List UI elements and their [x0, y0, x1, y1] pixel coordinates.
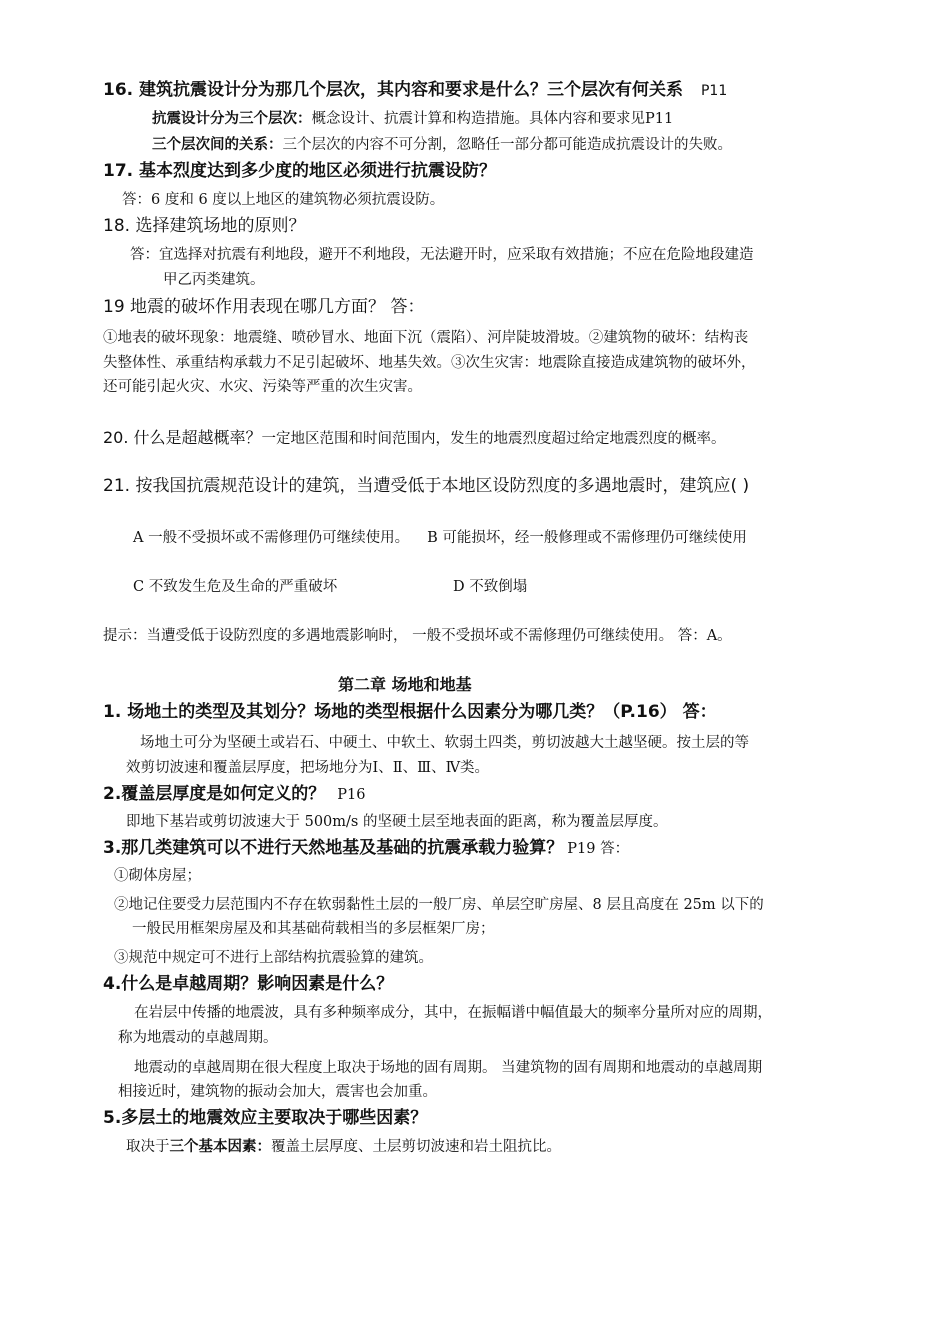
q21-option-b: B 可能损坏，经一般修理或不需修理仍可继续使用	[427, 530, 747, 546]
q18-answer-line-2: 甲乙丙类建筑。	[163, 272, 265, 288]
q16-answer-2-label: 三个层次间的关系：	[152, 137, 283, 153]
c2q1-answer-line-1: 场地土可分为坚硬土或岩石、中硬土、中软土、软弱土四类，剪切波越大土越坚硬。按土层的等	[140, 735, 749, 751]
c2q2-title: 2.覆盖层厚度是如何定义的？	[103, 784, 326, 804]
c2q4-para-1-line-1: 在岩层中传播的地震波，具有多种频率成分，其中，在振幅谱中幅值最大的频率分量所对应的周期，	[134, 1005, 772, 1021]
c2q2-title-line	[103, 786, 366, 803]
c2q5-answer	[126, 1140, 561, 1155]
c2q5-title: 5.多层土的地震效应主要取决于哪些因素？	[103, 1108, 428, 1128]
q16-answer-1-label: 抗震设计分为三个层次：	[152, 111, 312, 127]
q19-title: 19 地震的破坏作用表现在哪几方面？ 答：	[103, 297, 425, 317]
q16-answer-1	[152, 112, 673, 127]
q18-answer-line-1: 答：宜选择对抗震有利地段，避开不利地段，无法避开时，应采取有效措施；不应在危险地段建造	[130, 247, 754, 263]
c2q4-para-2-line-1: 地震动的卓越周期在很大程度上取决于场地的固有周期。 当建筑物的固有周期和地震动的卓越周期	[134, 1060, 763, 1076]
q21-options-ab	[133, 531, 747, 546]
q16-answer-2	[152, 138, 732, 153]
q16-page-ref: P11	[700, 83, 728, 99]
c2q4-title: 4.什么是卓越周期？影响因素是什么？	[103, 974, 394, 994]
q20-answer: 一定地区范围和时间范围内，发生的地震烈度超过给定地震烈度的概率。	[261, 431, 726, 447]
q19-answer-line-3: 还可能引起火灾、水灾、污染等严重的次生灾害。	[103, 379, 422, 395]
q21-option-d: D 不致倒塌	[453, 579, 528, 595]
q16-title	[103, 82, 727, 99]
c2q4-para-1-line-2: 称为地震动的卓越周期。	[118, 1030, 278, 1046]
q19-answer-line-1: ①地表的破坏现象：地震缝、喷砂冒水、地面下沉（震陷）、河岸陡坡滑坡。②建筑物的破坏：结构丧	[103, 330, 749, 346]
c2q3-item-1: ①砌体房屋；	[114, 868, 201, 884]
c2q3-item-2-line-2: 一般民用框架房屋及和其基础荷载相当的多层框架厂房；	[132, 921, 495, 937]
c2q5-answer-rest: 覆盖土层厚度、土层剪切波速和岩土阻抗比。	[271, 1139, 561, 1155]
q16-title-text: 16. 建筑抗震设计分为那几个层次，其内容和要求是什么？三个层次有何关系	[103, 80, 684, 100]
c2q3-item-3: ③规范中规定可不进行上部结构抗震验算的建筑。	[114, 950, 433, 966]
c2q1-title: 1. 场地土的类型及其划分？场地的类型根据什么因素分为哪几类？（P.16） 答：	[103, 702, 717, 722]
q18-title: 18. 选择建筑场地的原则？	[103, 216, 306, 236]
c2q3-title: 3.那几类建筑可以不进行天然地基及基础的抗震承载力验算？	[103, 838, 564, 858]
c2q3-page-ref: P19 答：	[567, 841, 630, 857]
q20-title: 20. 什么是超越概率？	[103, 428, 262, 447]
q17-title: 17. 基本烈度达到多少度的地区必须进行抗震设防？	[103, 161, 497, 181]
q21-option-c: C 不致发生危及生命的严重破坏	[133, 579, 338, 595]
chapter-heading: 第二章 场地和地基	[338, 675, 472, 694]
c2q3-title-line	[103, 840, 629, 857]
q16-answer-1-text: 概念设计、抗震计算和构造措施。具体内容和要求见P11	[311, 111, 674, 127]
q21-hint: 提示：当遭受低于设防烈度的多遇地震影响时， 一般不受损坏或不需修理仍可继续使用。 答：A。	[103, 628, 732, 644]
c2q5-answer-prefix: 取决于	[126, 1139, 170, 1155]
c2q2-answer: 即地下基岩或剪切波速大于 500m/s 的坚硬土层至地表面的距离，称为覆盖层厚度。	[126, 814, 668, 830]
c2q2-page-ref: P16	[337, 787, 366, 803]
c2q3-item-2-line-1: ②地记住要受力层范围内不存在软弱黏性土层的一般厂房、单层空旷房屋、8 层且高度在 25m 以下的	[114, 897, 764, 913]
c2q4-para-2-line-2: 相接近时，建筑物的振动会加大，震害也会加重。	[118, 1084, 437, 1100]
c2q5-answer-bold: 三个基本因素：	[169, 1139, 271, 1155]
q21-option-a: A 一般不受损坏或不需修理仍可继续使用。	[133, 530, 410, 546]
q21-title: 21. 按我国抗震规范设计的建筑，当遭受低于本地区设防烈度的多遇地震时，建筑应( )	[103, 476, 750, 496]
q19-answer-line-2: 失整体性、承重结构承载力不足引起破坏、地基失效。③次生灾害：地震除直接造成建筑物的破坏外，	[103, 355, 756, 371]
q16-answer-2-text: 三个层次的内容不可分割，忽略任一部分都可能造成抗震设计的失败。	[282, 137, 732, 153]
c2q1-answer-line-2: 效剪切波速和覆盖层厚度，把场地分为Ⅰ、Ⅱ、Ⅲ、Ⅳ类。	[126, 760, 490, 776]
q20-line	[103, 430, 726, 447]
q17-answer: 答：6 度和 6 度以上地区的建筑物必须抗震设防。	[122, 192, 445, 208]
